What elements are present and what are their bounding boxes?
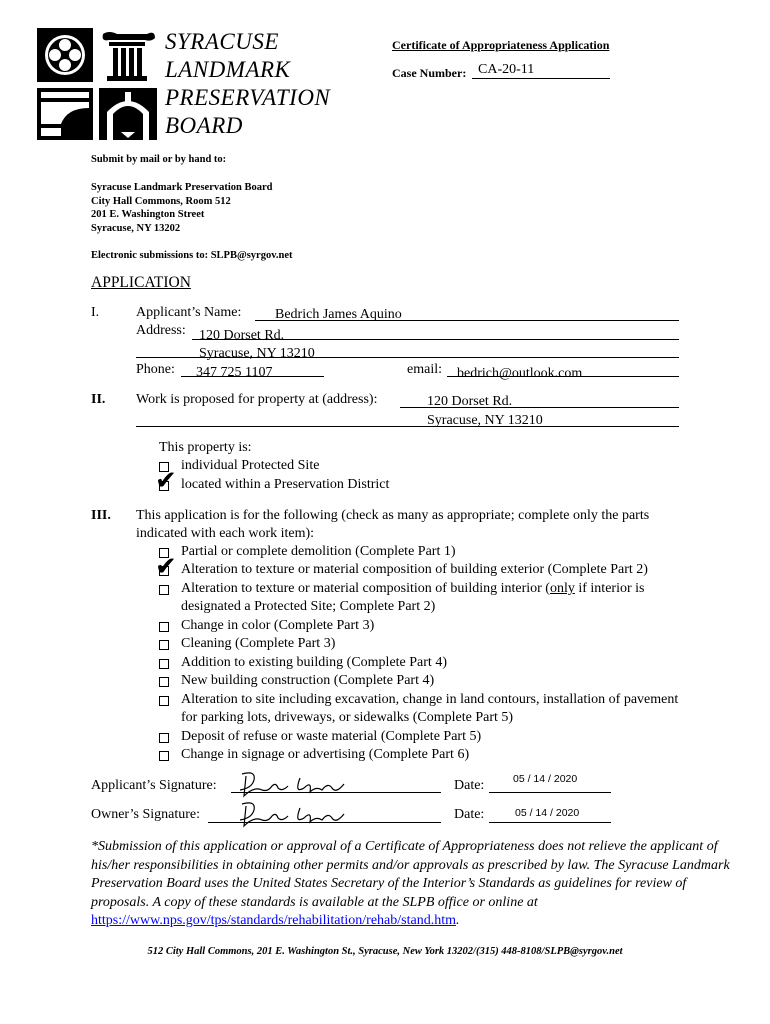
applicant-name-value: Bedrich James Aquino <box>275 307 402 322</box>
applicant-signature-label: Applicant’s Signature: <box>91 778 217 793</box>
case-number-field[interactable] <box>472 62 610 79</box>
owner-date-label: Date: <box>454 807 485 822</box>
phone-value: 347 725 1107 <box>196 365 273 380</box>
section-3-intro-line-1: This application is for the following (check as many as appropriate; complete only the parts <box>136 508 650 523</box>
work-item-label: Cleaning (Complete Part 3) <box>181 636 336 651</box>
work-item-label-part: if interior is <box>574 581 645 596</box>
org-name-line: LANDMARK <box>165 57 291 82</box>
electronic-submissions: Electronic submissions to: SLPB@syrgov.net <box>91 250 293 261</box>
checkmark-icon: ✔ <box>155 552 177 582</box>
work-item-label-continued: designated a Protected Site; Complete Part 2) <box>181 599 436 614</box>
interior-alteration-checkbox[interactable] <box>159 585 169 595</box>
mailing-address-line: City Hall Commons, Room 512 <box>91 195 231 207</box>
new-construction-checkbox[interactable] <box>159 677 169 687</box>
disclaimer-text: *Submission of this application or approval of a Certificate of Appropriateness does not relieve the applicant of his/her responsibilities in obtaining other permits and/or approvals as prescribed by law. The Syracuse Landmark Preservation Board uses the United States Secretary of the Interior’s Standards as guidelines for review of proposals. A copy of these standards is available at the SLPB office or online at <box>91 839 730 910</box>
owner-signature-image <box>232 798 352 830</box>
mailing-address-line: Syracuse Landmark Preservation Board <box>91 182 273 193</box>
mailing-address <box>91 181 273 235</box>
email-label: email: <box>407 362 442 377</box>
org-name-line: SYRACUSE <box>165 29 279 54</box>
phone-label: Phone: <box>136 362 175 377</box>
standards-link[interactable]: https://www.nps.gov/tps/standards/rehabilitation/rehab/stand.htm <box>91 913 456 928</box>
site-alteration-checkbox[interactable] <box>159 696 169 706</box>
property-address-line-1-value: 120 Dorset Rd. <box>427 394 513 409</box>
property-address-line-2-value: Syracuse, NY 13210 <box>427 413 543 428</box>
owner-date-value: 05 / 14 / 2020 <box>515 807 580 819</box>
email-value: bedrich@outlook.com <box>457 366 583 381</box>
applicant-date-value: 05 / 14 / 2020 <box>513 773 578 785</box>
org-name <box>165 28 330 140</box>
footer-contact: 512 City Hall Commons, 201 E. Washington St., Syracuse, New York 13202/(315) 448-8108/SLPB@syrgov.net <box>147 946 623 957</box>
cleaning-checkbox[interactable] <box>159 640 169 650</box>
preservation-district-label: located within a Preservation District <box>181 477 390 492</box>
work-item-label: Deposit of refuse or waste material (Complete Part 5) <box>181 729 482 744</box>
application-heading: APPLICATION <box>91 274 191 291</box>
owner-signature-label: Owner’s Signature: <box>91 807 200 822</box>
disclaimer <box>91 838 731 931</box>
address-line-2-value: Syracuse, NY 13210 <box>199 346 315 361</box>
section-3-numeral: III. <box>91 508 111 523</box>
work-item-label: Partial or complete demolition (Complete Part 1) <box>181 544 456 559</box>
section-3-intro-line-2: indicated with each work item): <box>136 526 315 541</box>
protected-site-label: individual Protected Site <box>181 458 320 473</box>
mailing-address-line: Syracuse, NY 13202 <box>91 222 181 234</box>
refuse-deposit-checkbox[interactable] <box>159 733 169 743</box>
work-item-label-underlined: only <box>549 581 575 596</box>
slpb-logo <box>37 28 157 140</box>
color-change-checkbox[interactable] <box>159 622 169 632</box>
work-item-label: Alteration to texture or material composition of building exterior (Complete Part 2) <box>181 562 648 577</box>
case-number-value: CA-20-11 <box>478 62 535 77</box>
work-item-label-part: Alteration to texture or material composition of building interior ( <box>181 581 550 596</box>
mailing-intro: Submit by mail or by hand to: <box>91 154 227 165</box>
form-title: Certificate of Appropriateness Application <box>392 38 610 52</box>
address-label: Address: <box>136 323 186 338</box>
applicant-date-label: Date: <box>454 778 485 793</box>
addition-checkbox[interactable] <box>159 659 169 669</box>
work-item-label: Change in color (Complete Part 3) <box>181 618 375 633</box>
disclaimer-end: . <box>456 913 460 928</box>
checkmark-icon: ✔ <box>155 466 177 496</box>
work-item-label <box>181 581 644 597</box>
address-line-1-value: 120 Dorset Rd. <box>199 328 285 343</box>
applicant-date-field[interactable] <box>489 792 611 793</box>
section-1-numeral: I. <box>91 305 100 320</box>
work-item-label: Alteration to site including excavation, change in land contours, installation of pavement <box>181 692 679 707</box>
applicant-signature-image <box>232 768 352 800</box>
section-2-numeral: II. <box>91 392 106 407</box>
property-address-field-2[interactable] <box>136 426 679 427</box>
case-number-label: Case Number: <box>392 66 467 80</box>
org-name-line: BOARD <box>165 113 243 138</box>
work-item-label: Addition to existing building (Complete Part 4) <box>181 655 447 670</box>
signage-change-checkbox[interactable] <box>159 751 169 761</box>
work-item-label-continued: for parking lots, driveways, or sidewalks (Complete Part 5) <box>181 710 514 725</box>
property-address-label: Work is proposed for property at (address): <box>136 392 378 407</box>
work-item-label: Change in signage or advertising (Complete Part 6) <box>181 747 470 762</box>
owner-date-field[interactable] <box>489 822 611 823</box>
work-item-label: New building construction (Complete Part 4) <box>181 673 435 688</box>
mailing-address-line: 201 E. Washington Street <box>91 209 205 220</box>
applicant-name-label: Applicant’s Name: <box>136 305 242 320</box>
property-is-label: This property is: <box>159 440 252 455</box>
org-name-line: PRESERVATION <box>165 85 331 110</box>
